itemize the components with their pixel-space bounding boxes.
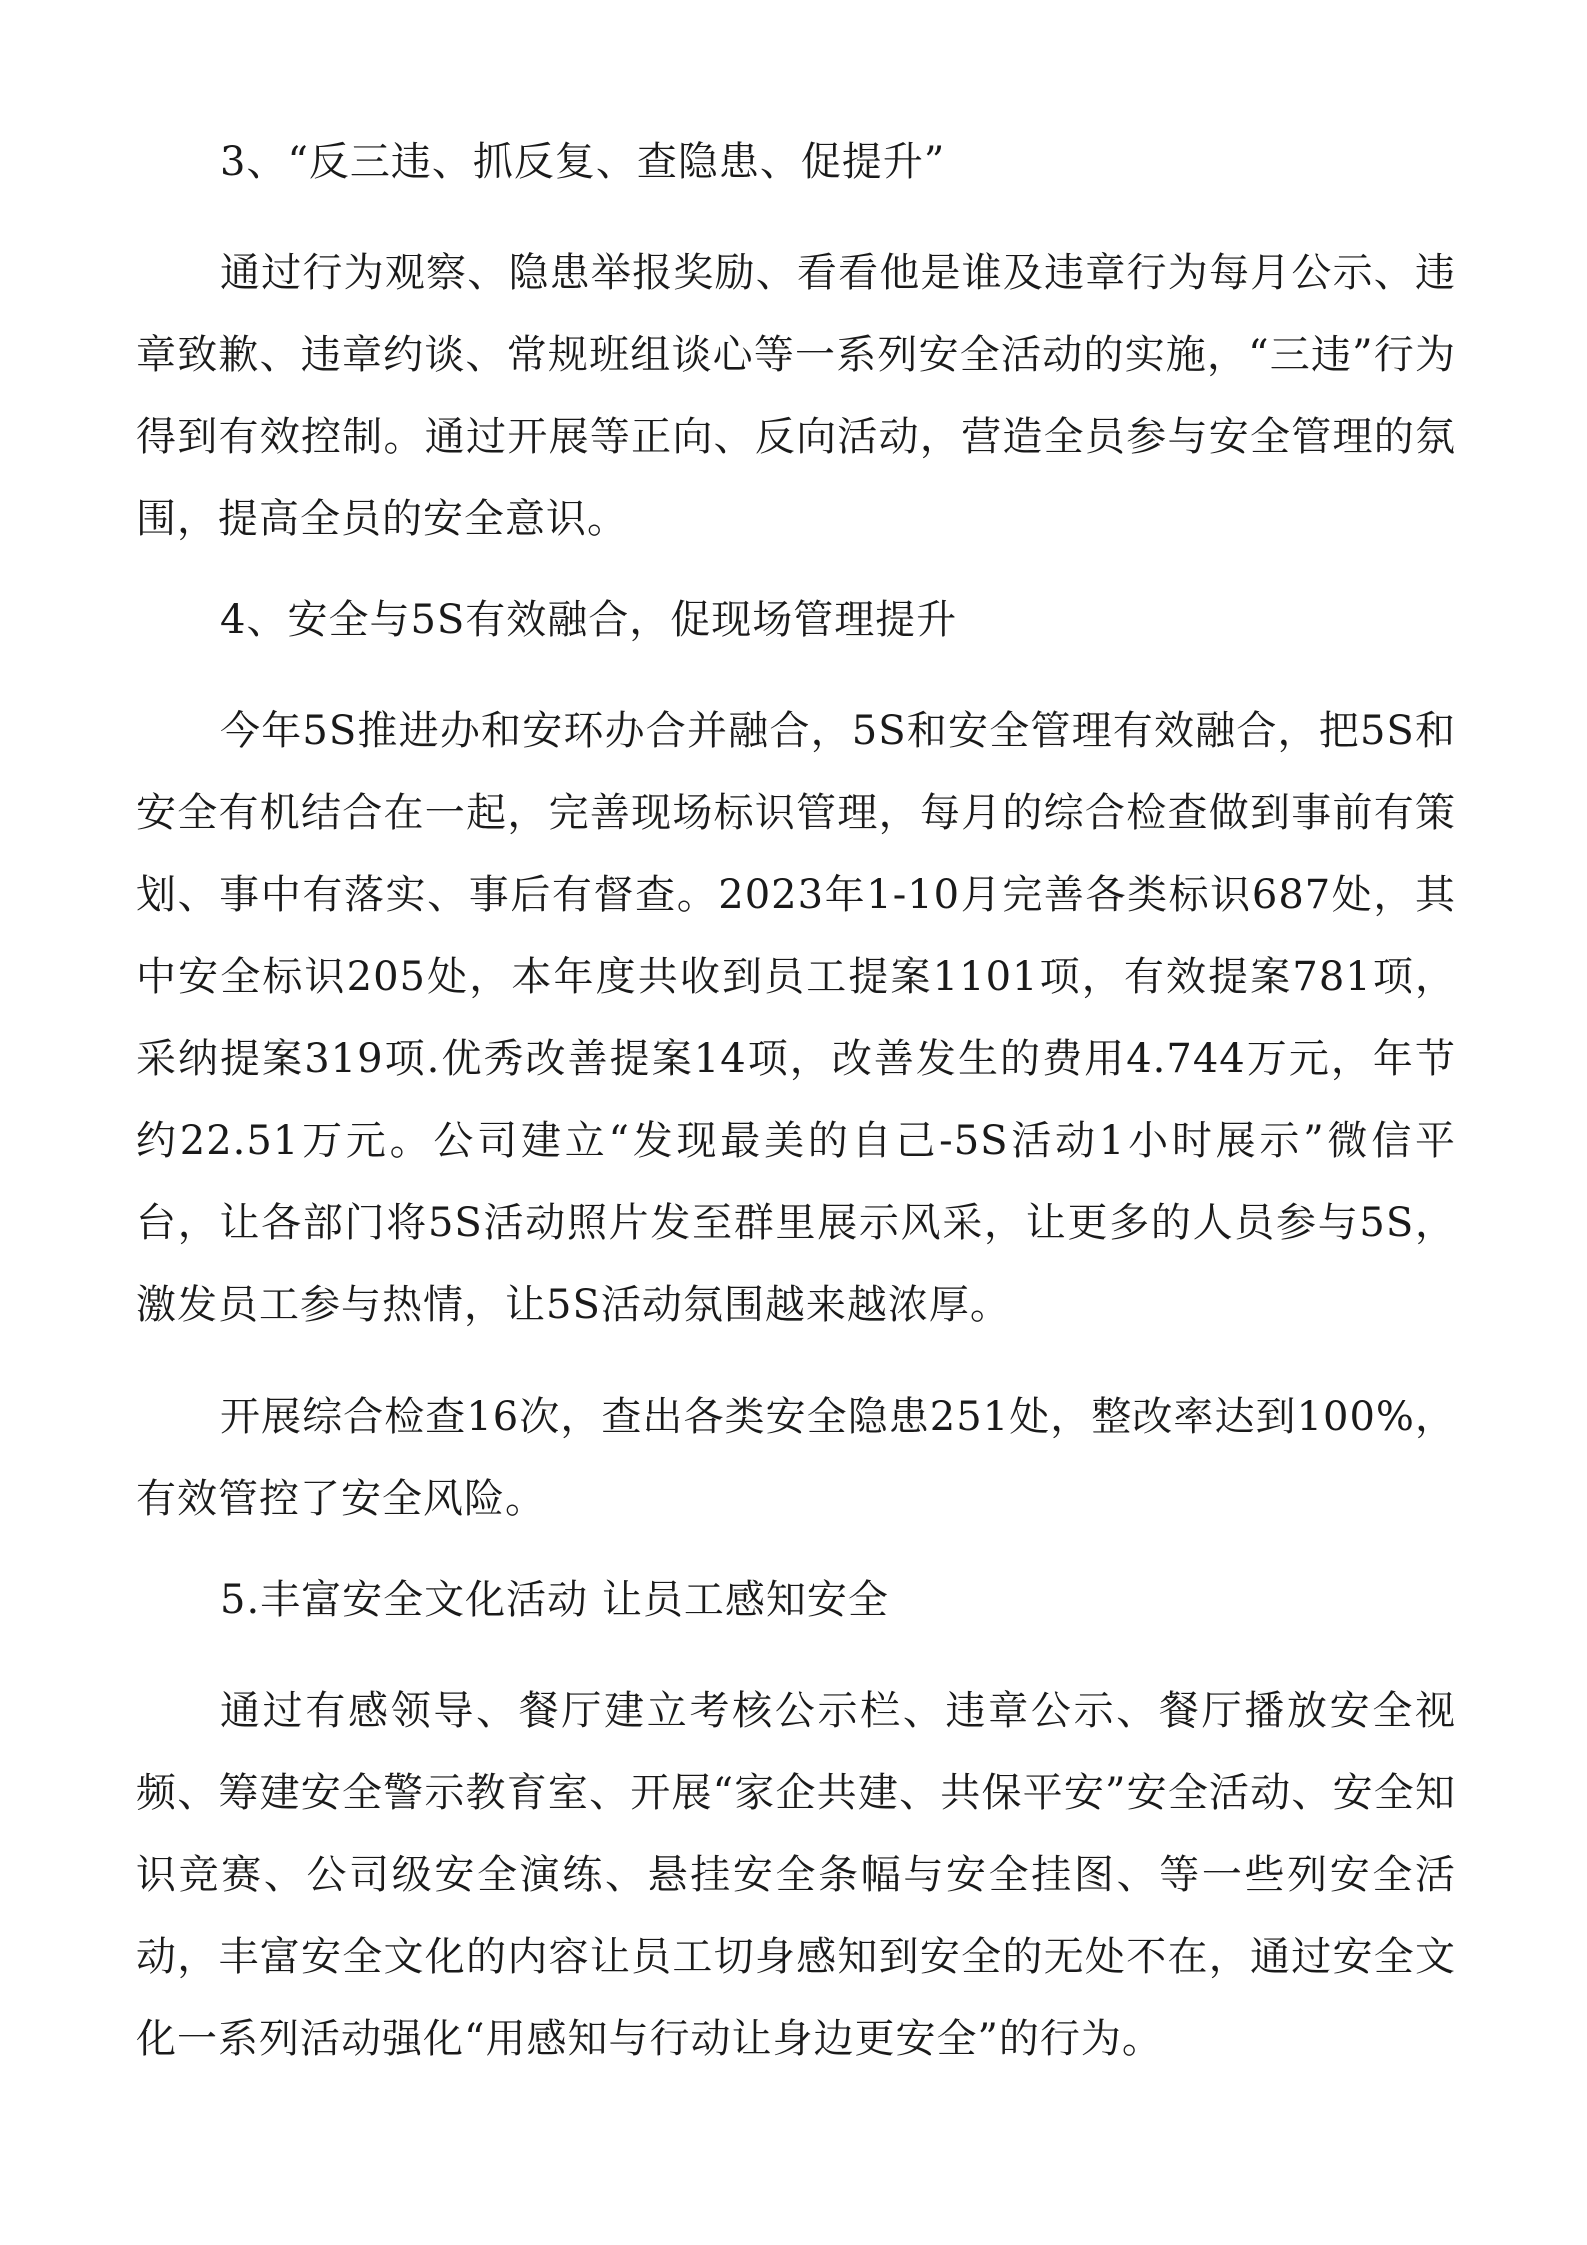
spacer [136,1540,1456,1570]
section-3-paragraph: 通过行为观察、隐患举报奖励、看看他是谁及违章行为每月公示、违章致歉、违章约谈、常规班组谈心等一系列安全活动的实施，“三违”行为得到有效控制。通过开展等正向、反向活动，营造全员参与安全管理的氛围，提高全员的安全意识。 [136,250,1456,542]
section-4-paragraph-2: 开展综合检查16次，查出各类安全隐患251处，整改率达到100%，有效管控了安全风险。 [136,1394,1456,1522]
section-4-paragraph-1: 今年5S推进办和安环办合并融合，5S和安全管理有效融合，把5S和安全有机结合在一起，完善现场标识管理，每月的综合检查做到事前有策划、事中有落实、事后有督查。2023年1-10月完善各类标识687处，其中安全标识205处，本年度共收到员工提案1101项，有效提案781项，采纳提案319项.优秀改善提案14项，改善发生的费用4.744万元，年节约22.51万元。公司建立“发现最美的自己-5S活动1小时展示”微信平台，让各部门将5S活动照片发至群里展示风采，让更多的人员参与5S，激发员工参与热情，让5S活动氛围越来越浓厚。 [136,708,1456,1328]
document-body [136,132,1456,2080]
section-5-paragraph: 通过有感领导、餐厅建立考核公示栏、违章公示、餐厅播放安全视频、筹建安全警示教育室、开展“家企共建、共保平安”安全活动、安全知识竞赛、公司级安全演练、悬挂安全条幅与安全挂图、等一些列安全活动，丰富安全文化的内容让员工切身感知到安全的无处不在，通过安全文化一系列活动强化“用感知与行动让身边更安全”的行为。 [136,1688,1456,2062]
spacer [136,1630,1456,1670]
spacer [136,192,1456,232]
spacer [136,1346,1456,1376]
section-heading-4: 4、安全与5S有效融合，促现场管理提升 [220,597,958,643]
section-heading-5: 5.丰富安全文化活动 让员工感知安全 [220,1577,889,1623]
spacer [136,560,1456,590]
section-heading-3: 3、“反三违、抓反复、查隐患、促提升” [220,139,946,185]
spacer [136,650,1456,690]
